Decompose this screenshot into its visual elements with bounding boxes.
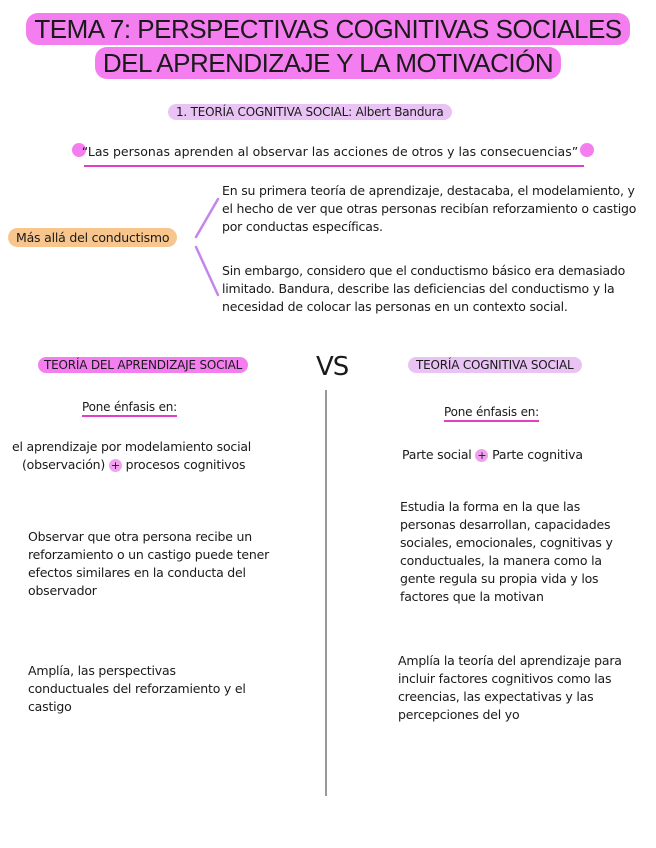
title-text-2: DEL APRENDIZAJE Y LA MOTIVACIÓN [95, 47, 561, 79]
title-line-1 [0, 14, 656, 45]
beyond-label-text: Más allá del conductismo [8, 228, 177, 247]
section-heading [168, 105, 452, 119]
left-emphasis-text: Pone énfasis en: [82, 400, 177, 417]
right-focus-b: Parte cognitiva [492, 447, 583, 462]
title-text-1: TEMA 7: PERSPECTIVAS COGNITIVAS SOCIALES [26, 13, 629, 45]
left-emphasis [82, 400, 177, 414]
left-title [38, 358, 248, 372]
right-title-text: TEORÍA COGNITIVA SOCIAL [408, 357, 582, 373]
right-focus-a: Parte social [402, 447, 472, 462]
right-emphasis-text: Pone énfasis en: [444, 405, 539, 422]
right-point-1: Estudia la forma en la que las personas desarrollan, capacidades sociales, emocionales, cognitivas y conductuales, la manera como la gente regula su propia vida y los factores que la motivan [400, 499, 613, 604]
column-divider [325, 390, 327, 796]
right-point-2: Amplía la teoría del aprendizaje para incluir factores cognitivos como las creencias, las expectativas y las percepciones del yo [398, 653, 622, 722]
quote-underline [84, 165, 584, 167]
bandura-quote [70, 144, 590, 159]
beyond-label [8, 229, 177, 247]
left-point-1: Observar que otra persona recibe un reforzamiento o un castigo puede tener efectos similares en la conducta del observador [28, 529, 270, 598]
right-title [408, 358, 582, 372]
left-title-text: TEORÍA DEL APRENDIZAJE SOCIAL [38, 357, 248, 373]
right-emphasis [444, 405, 539, 419]
vs-label: VS [316, 352, 349, 382]
left-point-2: Amplía, las perspectivas conductuales del reforzamiento y el castigo [28, 663, 246, 714]
left-focus-row [12, 456, 312, 474]
plus-icon: + [110, 459, 120, 472]
plus-icon: + [477, 449, 487, 462]
left-focus [12, 438, 312, 474]
right-focus [402, 446, 642, 464]
left-focus-c: procesos cognitivos [125, 457, 246, 472]
left-focus-b: (observación) [22, 457, 106, 472]
title-line-2 [0, 48, 656, 79]
beyond-point-2: Sin embargo, considero que el conductismo básico era demasiado limitado. Bandura, describe las deficiencias del conductismo y la necesidad de colocar las personas en un contexto social. [222, 263, 626, 314]
branch-lines [192, 195, 222, 305]
quote-text: “Las personas aprenden al observar las acciones de otros y las consecuencias” [81, 144, 579, 159]
left-focus-a: el aprendizaje por modelamiento social [12, 439, 252, 454]
beyond-point-1: En su primera teoría de aprendizaje, destacaba, el modelamiento, y el hecho de ver que otras personas recibían reforzamiento o castigo por conductas específicas. [222, 183, 637, 234]
section-heading-text: 1. TEORÍA COGNITIVA SOCIAL: Albert Bandura [168, 104, 452, 120]
